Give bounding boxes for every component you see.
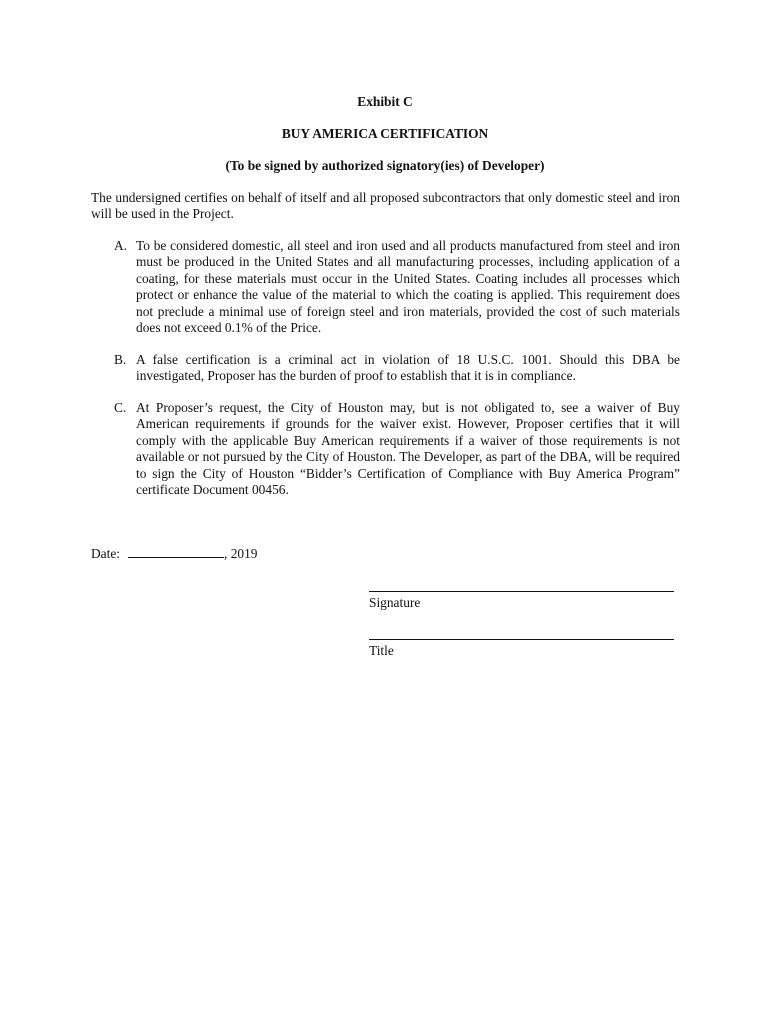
list-item-c — [91, 400, 680, 498]
signature-line[interactable] — [369, 591, 674, 592]
list-item-marker: C. — [114, 400, 127, 415]
exhibit-title: Exhibit C — [357, 94, 413, 109]
certification-title: BUY AMERICA CERTIFICATION — [281, 126, 489, 141]
list-item-text: A false certification is a criminal act in violation of 18 U.S.C. 1001. Should this DBA be investigated, Proposer has the burden of proof to establish that it is in compliance. — [136, 352, 680, 384]
signature-label: Signature — [369, 595, 421, 610]
date-row — [91, 545, 257, 562]
list-item-marker: B. — [114, 352, 127, 367]
list-item-b — [91, 352, 680, 385]
intro-paragraph: The undersigned certifies on behalf of itself and all proposed subcontractors that only domestic steel and iron will be used in the Project. — [91, 190, 680, 222]
list-item-text: To be considered domestic, all steel and iron used and all products manufactured from steel and iron must be produced in the United States and all manufacturing processes, including application of a coating, for these materials must occur in the United States. Coating includes all processes which protect or enhance the value of the material to which the coating is applied. This requirement does not preclude a minimal use of foreign steel and iron materials, provided the cost of such materials does not exceed 0.1% of the Price. — [136, 238, 680, 336]
date-year: , 2019 — [224, 546, 258, 561]
date-blank-field[interactable] — [128, 545, 224, 558]
title-line[interactable] — [369, 639, 674, 640]
date-label: Date: — [91, 546, 120, 561]
list-item-text: At Proposer’s request, the City of Houston may, but is not obligated to, see a waiver of Buy American requirements if grounds for the waiver exist. However, Proposer certifies that it will comply with the applicable Buy American requirements if a waiver of those requirements is not available or not pursued by the City of Houston. The Developer, as part of the DBA, will be required to sign the City of Houston “Bidder’s Certification of Compliance with Buy America Program” certificate Document 00456. — [136, 400, 680, 498]
list-item-a — [91, 238, 680, 336]
title-label: Title — [369, 643, 394, 658]
list-item-marker: A. — [114, 238, 128, 253]
signing-instruction: (To be signed by authorized signatory(ies) of Developer) — [225, 158, 545, 173]
